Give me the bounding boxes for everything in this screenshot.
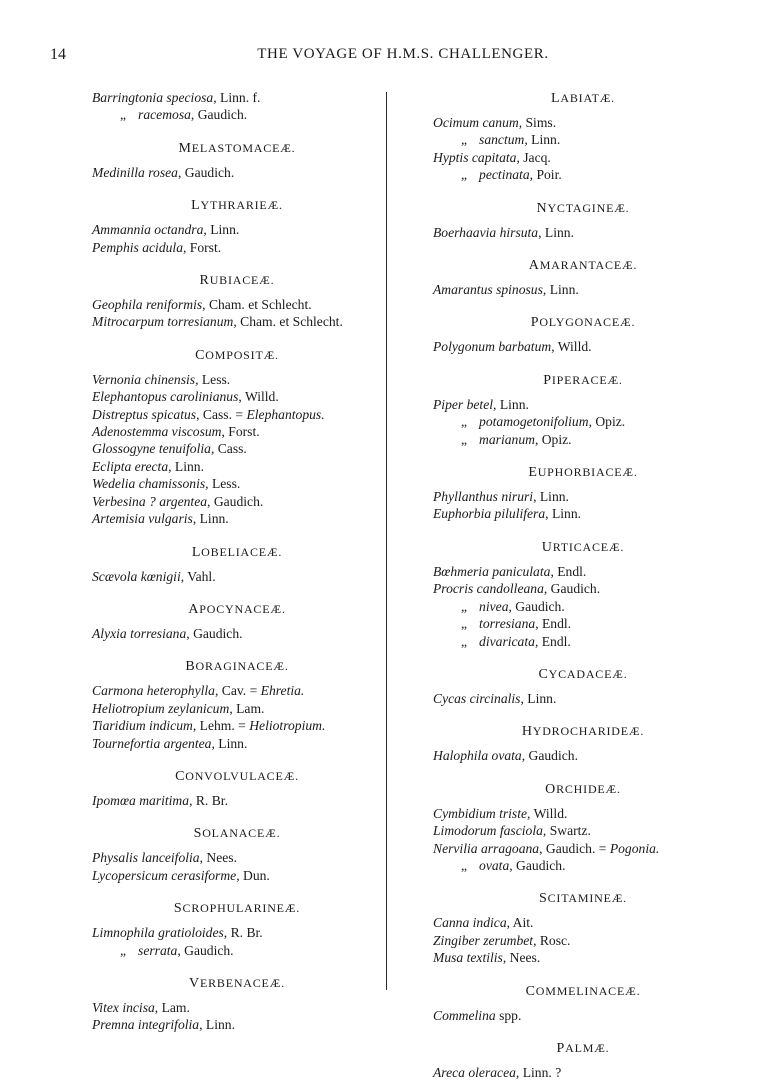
family-heading: HYDROCHARIDEÆ. [521,724,645,740]
species-name: Vernonia chinensis [92,371,196,387]
species-entry [433,633,733,650]
species-name: Eclipta erecta [92,458,169,474]
species-author: , Swartz. [542,823,591,839]
species-author: , Vahl. [180,568,216,584]
species-name: ovata [479,857,510,873]
species-entry [92,493,382,510]
species-name: racemosa [138,107,191,123]
species-author: , Endl. [535,616,572,632]
species-name: Halophila ovata [433,748,522,764]
species-entry [92,164,382,181]
species-name: Mitrocarpum torresianum [92,314,234,330]
species-author: , Endl. [534,633,571,649]
family-heading: LABIATÆ. [551,91,615,106]
species-entry [92,717,382,734]
species-entry [92,313,382,330]
species-name: Verbesina ? argentea [92,493,208,509]
species-author: , Willd. [238,389,279,405]
family-heading: LOBELIACEÆ. [191,544,283,560]
family-heading: CYCADACEÆ. [538,666,628,682]
species-name: Musa textilis [433,950,503,966]
species-name: nivea [479,598,509,614]
right-column [433,89,733,1081]
species-name: Tournefortia argentea [92,735,212,751]
species-name: Cymbidium triste [433,805,528,821]
species-name: Nervilia arragoana [433,840,540,856]
family-heading: PALMÆ. [556,1040,610,1056]
species-entry [92,388,382,405]
species-name: Lycopersicum cerasiforme [92,867,237,883]
species-entry [433,747,733,764]
family-heading: ORCHIDEÆ. [545,781,621,797]
species-author: , Cass. [210,441,247,457]
species-author: , Linn. f. [213,90,261,105]
species-author: , Gaudich. [508,598,565,614]
species-name: potamogetonifolium [479,414,589,430]
species-entry [433,598,733,615]
species-author: , Nees. [502,950,541,966]
family-heading: COMMELINACEÆ. [525,983,641,999]
species-name: Euphorbia pilulifera [433,506,546,522]
species-name: pectinata [479,167,530,183]
species-entry [433,505,733,522]
species-author: , Gaudich. [177,942,234,958]
species-name: divaricata [479,633,535,649]
species-entry [92,682,382,699]
species-author: , Cham. et Schlecht. [202,297,312,313]
ditto-mark: „ [461,431,468,447]
species-name: Boerhaavia hirsuta [433,224,539,240]
species-author: , Linn. [493,396,529,412]
species-name: Alyxia torresiana [92,625,187,641]
species-entry [433,690,733,707]
species-entry [433,615,733,632]
species-entry [92,106,382,123]
ditto-mark: „ [120,107,127,123]
ditto-mark: „ [461,167,468,183]
species-name: Heliotropium zeylanicum [92,700,230,716]
species-name: serrata [138,942,178,958]
species-entry [433,114,733,131]
species-entry [433,488,733,505]
species-author: , Willd. [527,805,568,821]
family-heading: BORAGINACEÆ. [185,659,289,675]
species-entry [433,805,733,822]
species-author: , Lehm. = [192,718,250,734]
species-name: Vitex incisa [92,999,155,1015]
left-column [92,89,382,1034]
species-name: Geophila reniformis [92,297,203,313]
species-author: , Cav. = [214,683,261,699]
species-author: , Ait. [506,915,534,931]
species-entry [92,475,382,492]
family-heading: MELASTOMACEÆ. [178,140,296,156]
species-name: Scævola kœnigii [92,568,181,584]
species-name: Ipomœa maritima [92,792,190,808]
species-author: , Gaudich. [177,164,235,180]
family-heading: POLYGONACEÆ. [530,315,636,331]
species-entry [433,431,733,448]
species-name: sanctum [479,132,525,148]
species-name: Areca oleracea [433,1064,516,1080]
species-name: marianum [479,431,535,447]
species-author: , Cass. = [196,406,247,422]
species-entry [92,867,382,884]
synonym-genus: Ehretia. [260,683,305,699]
species-author: , Linn. [542,282,579,298]
species-entry [92,942,382,959]
species-entry [92,999,382,1016]
species-name: Tiaridium indicum [92,718,193,734]
species-author: , Gaudich. [509,857,566,873]
species-author: , Linn. [168,458,204,474]
species-name: torresiana [479,616,536,632]
species-author: , Jacq. [516,149,551,165]
species-entry [92,1016,382,1033]
synonym-genus: Pogonia. [609,840,660,856]
species-entry [92,625,382,642]
species-entry [92,510,382,527]
species-name: Ammannia octandra [92,222,204,238]
species-name: Ocimum canum [433,115,519,130]
species-name: Barringtonia speciosa [92,90,214,105]
species-author: , Gaudich. [207,493,264,509]
family-heading: URTICACEÆ. [541,539,625,555]
species-author: , Gaudich. [521,748,578,764]
family-heading: LYTHRARIEÆ. [191,198,283,214]
species-entry [433,131,733,148]
species-name: Pemphis acidula [92,239,183,255]
species-entry [433,1007,733,1024]
ditto-mark: „ [461,598,468,614]
species-entry [433,580,733,597]
family-heading: PIPERACEÆ. [543,372,623,388]
family-heading: EUPHORBIACEÆ. [528,465,638,481]
species-entry [433,413,733,430]
species-author: , Lam. [229,700,265,716]
species-entry [92,423,382,440]
species-author: , Rosc. [533,932,571,948]
species-entry [92,735,382,752]
species-author: , Nees. [199,850,237,866]
species-author: , Gaudich. [543,581,601,597]
running-title: THE VOYAGE OF H.M.S. CHALLENGER. [257,46,549,62]
family-heading: SCROPHULARINEÆ. [173,901,301,917]
ditto-mark: „ [461,414,468,430]
species-name: Canna indica [433,915,507,931]
ditto-mark: „ [461,132,468,148]
species-author: , Dun. [236,867,270,883]
species-entry [433,396,733,413]
species-entry [433,857,733,874]
species-name: Amarantus spinosus [433,282,543,298]
species-name: Artemisia vulgaris [92,511,193,527]
species-author: , Forst. [221,424,260,440]
species-name: Phyllanthus niruri [433,489,534,505]
species-author: , Opiz. [534,431,572,447]
species-name: Piper betel [433,396,494,412]
species-author: , Less. [205,476,241,492]
species-author: , Linn. [211,735,248,751]
family-heading: VERBENACEÆ. [189,975,285,991]
species-entry [92,568,382,585]
species-name: Wedelia chamissonis [92,476,206,492]
synonym-genus: Elephantopus. [246,406,325,422]
species-name: Distreptus spicatus [92,406,197,422]
species-entry [433,166,733,183]
species-name: Glossogyne tenuifolia [92,441,211,457]
species-author: , Sims. [518,115,557,130]
species-author: , Linn. [533,489,569,505]
species-name: Carmona heterophylla [92,683,215,699]
species-name: Elephantopus carolinianus [92,389,239,405]
species-entry [433,338,733,355]
species-author: , Gaudich. = [539,840,610,856]
species-author: , Linn. [520,690,557,706]
species-entry [92,406,382,423]
species-name: Adenostemma viscosum [92,424,222,440]
species-author: , Lam. [154,999,190,1015]
species-author: , Cham. et Schlecht. [233,314,343,330]
species-author: , Less. [195,371,231,387]
species-author: , Willd. [551,339,592,355]
species-entry [92,371,382,388]
species-entry [433,563,733,580]
ditto-mark: „ [461,857,468,873]
species-author: , Linn. ? [515,1064,562,1080]
species-name: Limodorum fasciola [433,823,543,839]
species-entry [433,149,733,166]
species-entry [433,822,733,839]
ditto-mark: „ [120,942,127,958]
family-heading: AMARANTACEÆ. [528,258,638,274]
species-entry [433,224,733,241]
species-entry [92,458,382,475]
species-entry [92,700,382,717]
family-heading: APOCYNACEÆ. [188,601,286,617]
species-author: , Gaudich. [190,107,248,123]
species-name: Zingiber zerumbet [433,932,534,948]
page-number: 14 [50,46,66,63]
species-entry [92,296,382,313]
species-name: Premna integrifolia [92,1017,200,1033]
species-entry [433,840,733,857]
family-heading: RUBIACEÆ. [199,273,275,289]
species-author: , Linn. [192,511,229,527]
species-entry [92,239,382,256]
species-author: , Linn. [538,224,574,240]
species-entry [92,792,382,809]
species-entry [433,949,733,966]
species-author: spp. [495,1007,522,1023]
species-entry [92,440,382,457]
species-author: , Poir. [529,167,562,183]
species-entry [433,932,733,949]
species-entry [92,924,382,941]
species-entry [92,221,382,238]
ditto-mark: „ [461,616,468,632]
species-name: Physalis lanceifolia [92,850,200,866]
species-name: Medinilla rosea [92,164,178,180]
ditto-mark: „ [461,633,468,649]
species-name: Procris candolleana [433,581,544,597]
species-name: Bœhmeria paniculata [433,563,551,579]
species-author: , Linn. [524,132,561,148]
species-name: Polygonum barbatum [433,339,552,355]
species-name: Cycas circinalis [433,690,521,706]
species-entry [433,281,733,298]
family-heading: CONVOLVULACEÆ. [175,768,299,784]
species-author: , Forst. [183,239,222,255]
species-author: , Linn. [203,222,240,238]
species-entry [92,89,382,106]
species-author: , R. Br. [189,792,228,808]
species-author: , Gaudich. [186,625,243,641]
species-entry [433,1064,733,1081]
species-name: Commelina [433,1007,496,1023]
family-heading: NYCTAGINEÆ. [536,200,630,216]
species-author: , R. Br. [223,925,263,941]
species-entry [433,914,733,931]
species-name: Limnophila gratioloides [92,925,224,941]
species-author: , Endl. [550,563,587,579]
species-author: , Opiz. [588,414,626,430]
family-heading: SCITAMINEÆ. [539,891,627,907]
species-name: Hyptis capitata [433,149,517,165]
family-heading: COMPOSITÆ. [195,347,279,363]
species-author: , Linn. [545,506,582,522]
synonym-genus: Heliotropium. [249,718,326,734]
column-divider [386,92,387,990]
species-author: , Linn. [199,1017,235,1033]
family-heading: SOLANACEÆ. [193,826,281,842]
species-entry [92,849,382,866]
